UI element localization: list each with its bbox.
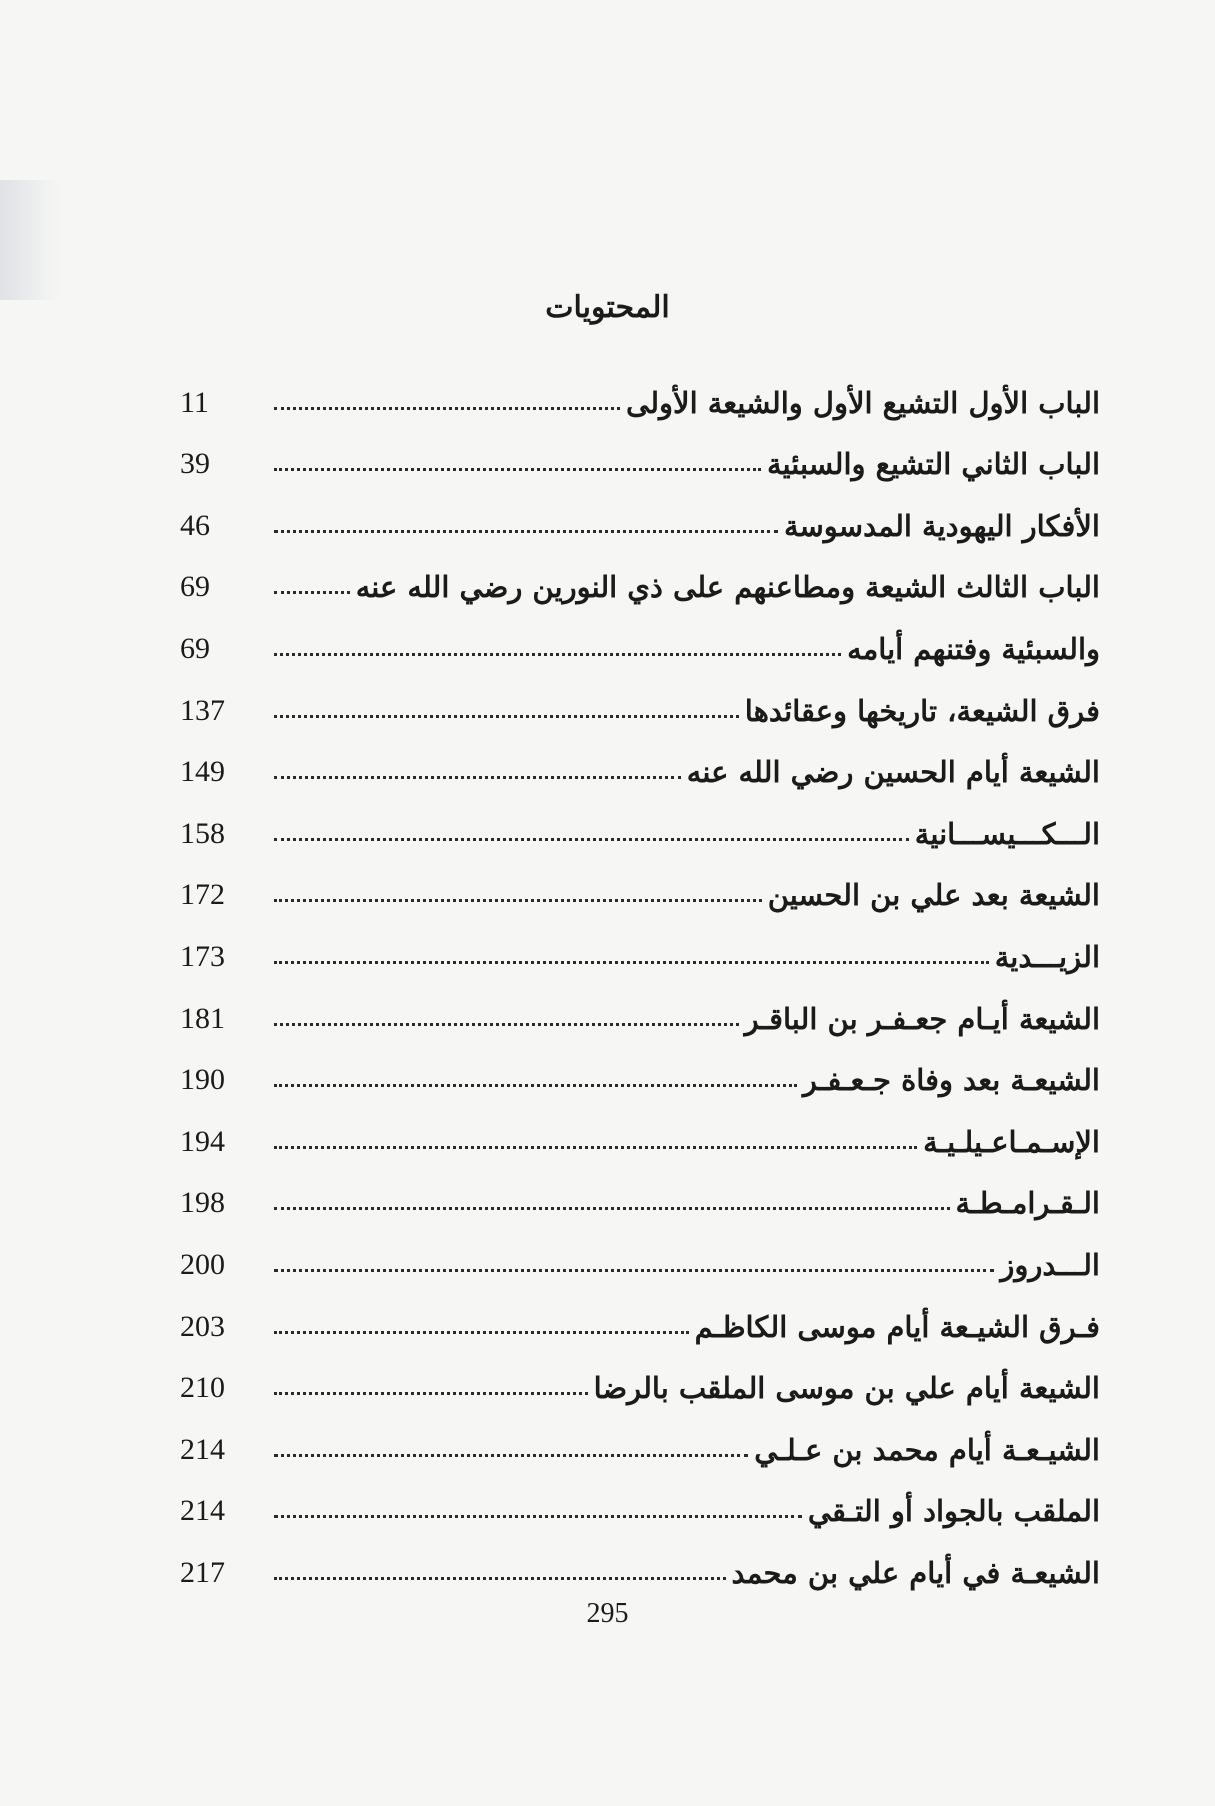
toc-page-number: 69 [180, 570, 210, 604]
dot-leader [274, 468, 761, 471]
dot-leader [274, 1207, 950, 1210]
toc-row [180, 1344, 1100, 1406]
dot-leader [274, 838, 909, 841]
toc-entry-text: الـــدروز [1000, 1247, 1100, 1282]
toc-entry-text: الشيعة أيام الحسين رضي الله عنه [686, 755, 1100, 790]
toc-row [180, 1282, 1100, 1344]
toc-entry-text: الزيـــدية [994, 939, 1100, 974]
toc-entry-text: الشيعة أيام علي بن موسى الملقب بالرضا [593, 1371, 1100, 1406]
toc-entry-text: فـرق الشيـعة أيام موسى الكاظـم [694, 1309, 1100, 1344]
toc-entry-text: الـقـرامـطـة [955, 1186, 1100, 1221]
toc-entry-text: الإسـمـاعـيلـيـة [923, 1124, 1100, 1159]
toc-row [180, 1528, 1100, 1590]
dot-leader [274, 1146, 917, 1149]
toc-page-number: 210 [180, 1371, 225, 1405]
dot-leader [274, 899, 762, 902]
toc-row [180, 974, 1100, 1036]
toc-title: المحتويات [545, 290, 670, 325]
dot-leader [274, 1269, 994, 1272]
toc-row [180, 1220, 1100, 1282]
toc-entry-text: الشيعة بعد علي بن الحسين [767, 878, 1100, 913]
toc-page-number: 198 [180, 1186, 225, 1220]
toc-entry-text: والسبئية وفتنهم أيامه [847, 631, 1100, 666]
toc-list [180, 358, 1100, 1590]
scan-shadow [0, 180, 60, 300]
toc-page-number: 46 [180, 508, 210, 542]
toc-row [180, 1036, 1100, 1098]
toc-row [180, 1159, 1100, 1221]
toc-row [180, 604, 1100, 666]
toc-row [180, 912, 1100, 974]
toc-row [180, 543, 1100, 605]
toc-page-number: 69 [180, 631, 210, 665]
toc-page-number: 214 [180, 1494, 225, 1528]
toc-page-number: 190 [180, 1063, 225, 1097]
dot-leader [274, 1023, 739, 1026]
toc-page-number: 217 [180, 1555, 225, 1589]
toc-row [180, 1405, 1100, 1467]
dot-leader [274, 1577, 726, 1580]
toc-page-number: 158 [180, 816, 225, 850]
dot-leader [274, 961, 989, 964]
toc-page-number: 181 [180, 1001, 225, 1035]
dot-leader [274, 776, 681, 779]
toc-page-number: 194 [180, 1124, 225, 1158]
toc-entry-text: فرق الشيعة، تاريخها وعقائدها [744, 693, 1100, 728]
dot-leader [274, 530, 778, 533]
dot-leader [274, 407, 620, 410]
toc-row [180, 1467, 1100, 1529]
toc-entry-text: الباب الثاني التشيع والسبئية [766, 447, 1100, 482]
toc-page-number: 39 [180, 447, 210, 481]
toc-row [180, 1097, 1100, 1159]
toc-page-number: 200 [180, 1247, 225, 1281]
dot-leader [274, 653, 841, 656]
toc-entry-text: الشيعة أيـام جعـفـر بن الباقـر [744, 1001, 1100, 1036]
dot-leader [274, 715, 739, 718]
toc-row [180, 851, 1100, 913]
toc-row [180, 728, 1100, 790]
footer-page-number: 295 [586, 1598, 629, 1629]
toc-page-number: 11 [180, 385, 209, 419]
dot-leader [274, 1331, 689, 1334]
toc-row [180, 481, 1100, 543]
toc-entry-text: الباب الأول التشيع الأول والشيعة الأولى [626, 385, 1100, 420]
toc-row [180, 666, 1100, 728]
toc-page-number: 173 [180, 939, 225, 973]
dot-leader [274, 1454, 748, 1457]
toc-entry-text: الملقب بالجواد أو التـقي [807, 1494, 1100, 1529]
toc-row [180, 358, 1100, 420]
toc-entry-text: الشيعـة بعد وفاة جـعـفـر [802, 1063, 1100, 1098]
dot-leader [274, 1392, 588, 1395]
toc-page-number: 137 [180, 693, 225, 727]
toc-page-number: 203 [180, 1309, 225, 1343]
dot-leader [274, 1084, 797, 1087]
toc-row [180, 420, 1100, 482]
toc-entry-text: الباب الثالث الشيعة ومطاعنهم على ذي النورين رضي الله عنه [355, 570, 1100, 605]
toc-entry-text: الشيـعـة أيام محمد بن عـلـي [754, 1432, 1100, 1467]
toc-page-number: 214 [180, 1432, 225, 1466]
toc-row [180, 789, 1100, 851]
dot-leader [274, 591, 350, 594]
toc-page-number: 172 [180, 878, 225, 912]
toc-entry-text: الشيعـة في أيام علي بن محمد [731, 1555, 1100, 1590]
toc-entry-text: الـــكـــيســـانية [914, 816, 1100, 851]
toc-page-number: 149 [180, 755, 225, 789]
dot-leader [274, 1515, 802, 1518]
toc-entry-text: الأفكار اليهودية المدسوسة [783, 508, 1100, 543]
